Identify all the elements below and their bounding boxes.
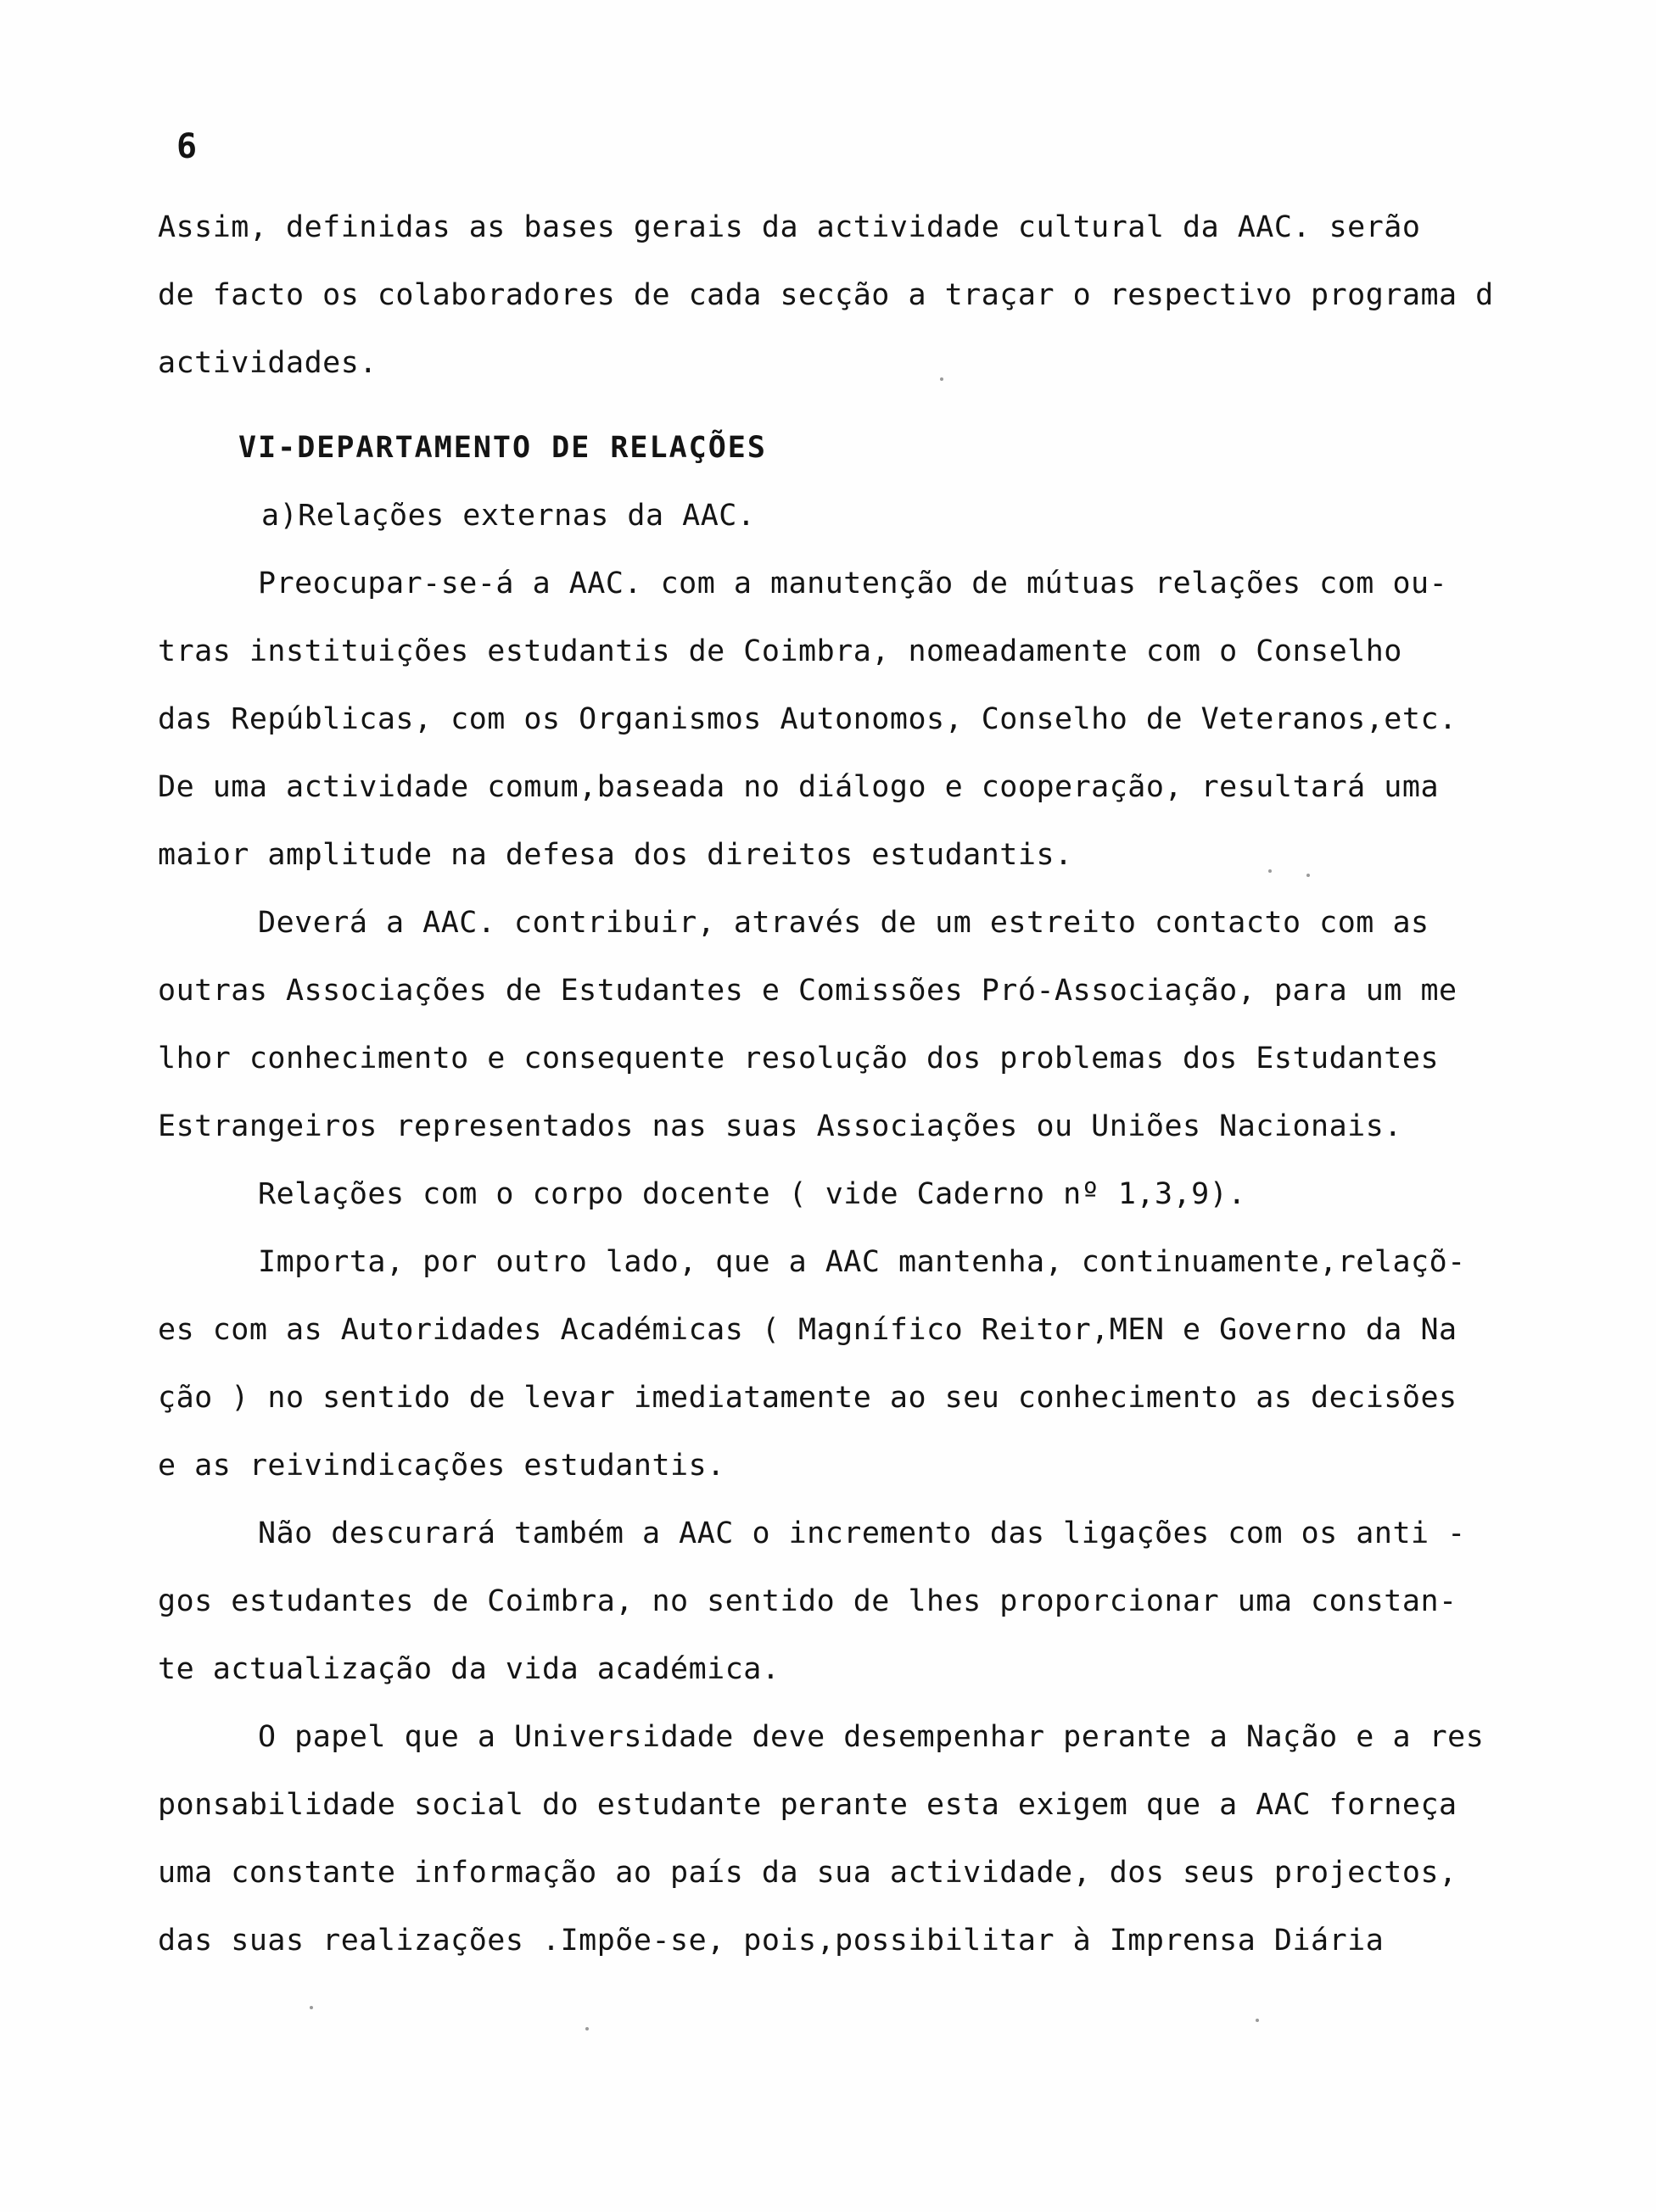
text-line: Não descurará também a AAC o incremento das ligações com os anti -: [258, 1517, 1466, 1550]
text-line: das suas realizações .Impõe-se, pois,possibilitar à Imprensa Diária: [158, 1924, 1385, 1958]
text-line: lhor conhecimento e consequente resolução dos problemas dos Estudantes: [158, 1042, 1440, 1075]
page-number: 6: [176, 127, 198, 166]
text-line: Assim, definidas as bases gerais da actividade cultural da AAC. serão: [158, 210, 1421, 244]
text-line: maior amplitude na defesa dos direitos estudantis.: [158, 838, 1073, 872]
text-line: das Repúblicas, com os Organismos Autonomos, Conselho de Veteranos,etc.: [158, 702, 1457, 736]
text-line: ponsabilidade social do estudante perante esta exigem que a AAC forneça: [158, 1788, 1457, 1822]
section-heading: VI-DEPARTAMENTO DE RELAÇÕES: [238, 431, 767, 465]
text-line: outras Associações de Estudantes e Comissões Pró-Associação, para um me: [158, 974, 1457, 1008]
text-line: es com as Autoridades Académicas ( Magnífico Reitor,MEN e Governo da Na: [158, 1313, 1457, 1347]
scan-speck: [310, 2006, 313, 2009]
text-line: actividades.: [158, 346, 378, 380]
subsection-heading: a)Relações externas da AAC.: [261, 499, 756, 533]
text-line: tras instituições estudantis de Coimbra, nomeadamente com o Conselho: [158, 634, 1402, 668]
text-line: uma constante informação ao país da sua actividade, dos seus projectos,: [158, 1856, 1457, 1890]
text-line: Deverá a AAC. contribuir, através de um estreito contacto com as: [258, 906, 1429, 940]
text-line: de facto os colaboradores de cada secção a traçar o respectivo programa d: [158, 278, 1494, 312]
text-line: gos estudantes de Coimbra, no sentido de lhes proporcionar uma constan-: [158, 1584, 1457, 1618]
scan-speck: [1306, 874, 1310, 877]
text-line: Preocupar-se-á a AAC. com a manutenção de mútuas relações com ou-: [258, 567, 1448, 600]
text-line: e as reivindicações estudantis.: [158, 1449, 725, 1483]
document-body: [158, 193, 1592, 1975]
text-line: Relações com o corpo docente ( vide Caderno nº 1,3,9).: [258, 1177, 1246, 1211]
text-line: Estrangeiros representados nas suas Associações ou Uniões Nacionais.: [158, 1109, 1402, 1143]
text-line: te actualização da vida académica.: [158, 1652, 780, 1686]
text-line: Importa, por outro lado, que a AAC mantenha, continuamente,relaçõ-: [258, 1245, 1466, 1279]
text-line: De uma actividade comum,baseada no diálogo e cooperação, resultará uma: [158, 770, 1440, 804]
scan-speck: [1268, 869, 1272, 873]
scan-speck: [940, 377, 943, 381]
scan-speck: [1256, 2019, 1259, 2022]
text-line: O papel que a Universidade deve desempenhar perante a Nação e a res: [258, 1720, 1485, 1754]
text-line: ção ) no sentido de levar imediatamente ao seu conhecimento as decisões: [158, 1381, 1457, 1415]
scan-speck: [585, 2027, 589, 2030]
